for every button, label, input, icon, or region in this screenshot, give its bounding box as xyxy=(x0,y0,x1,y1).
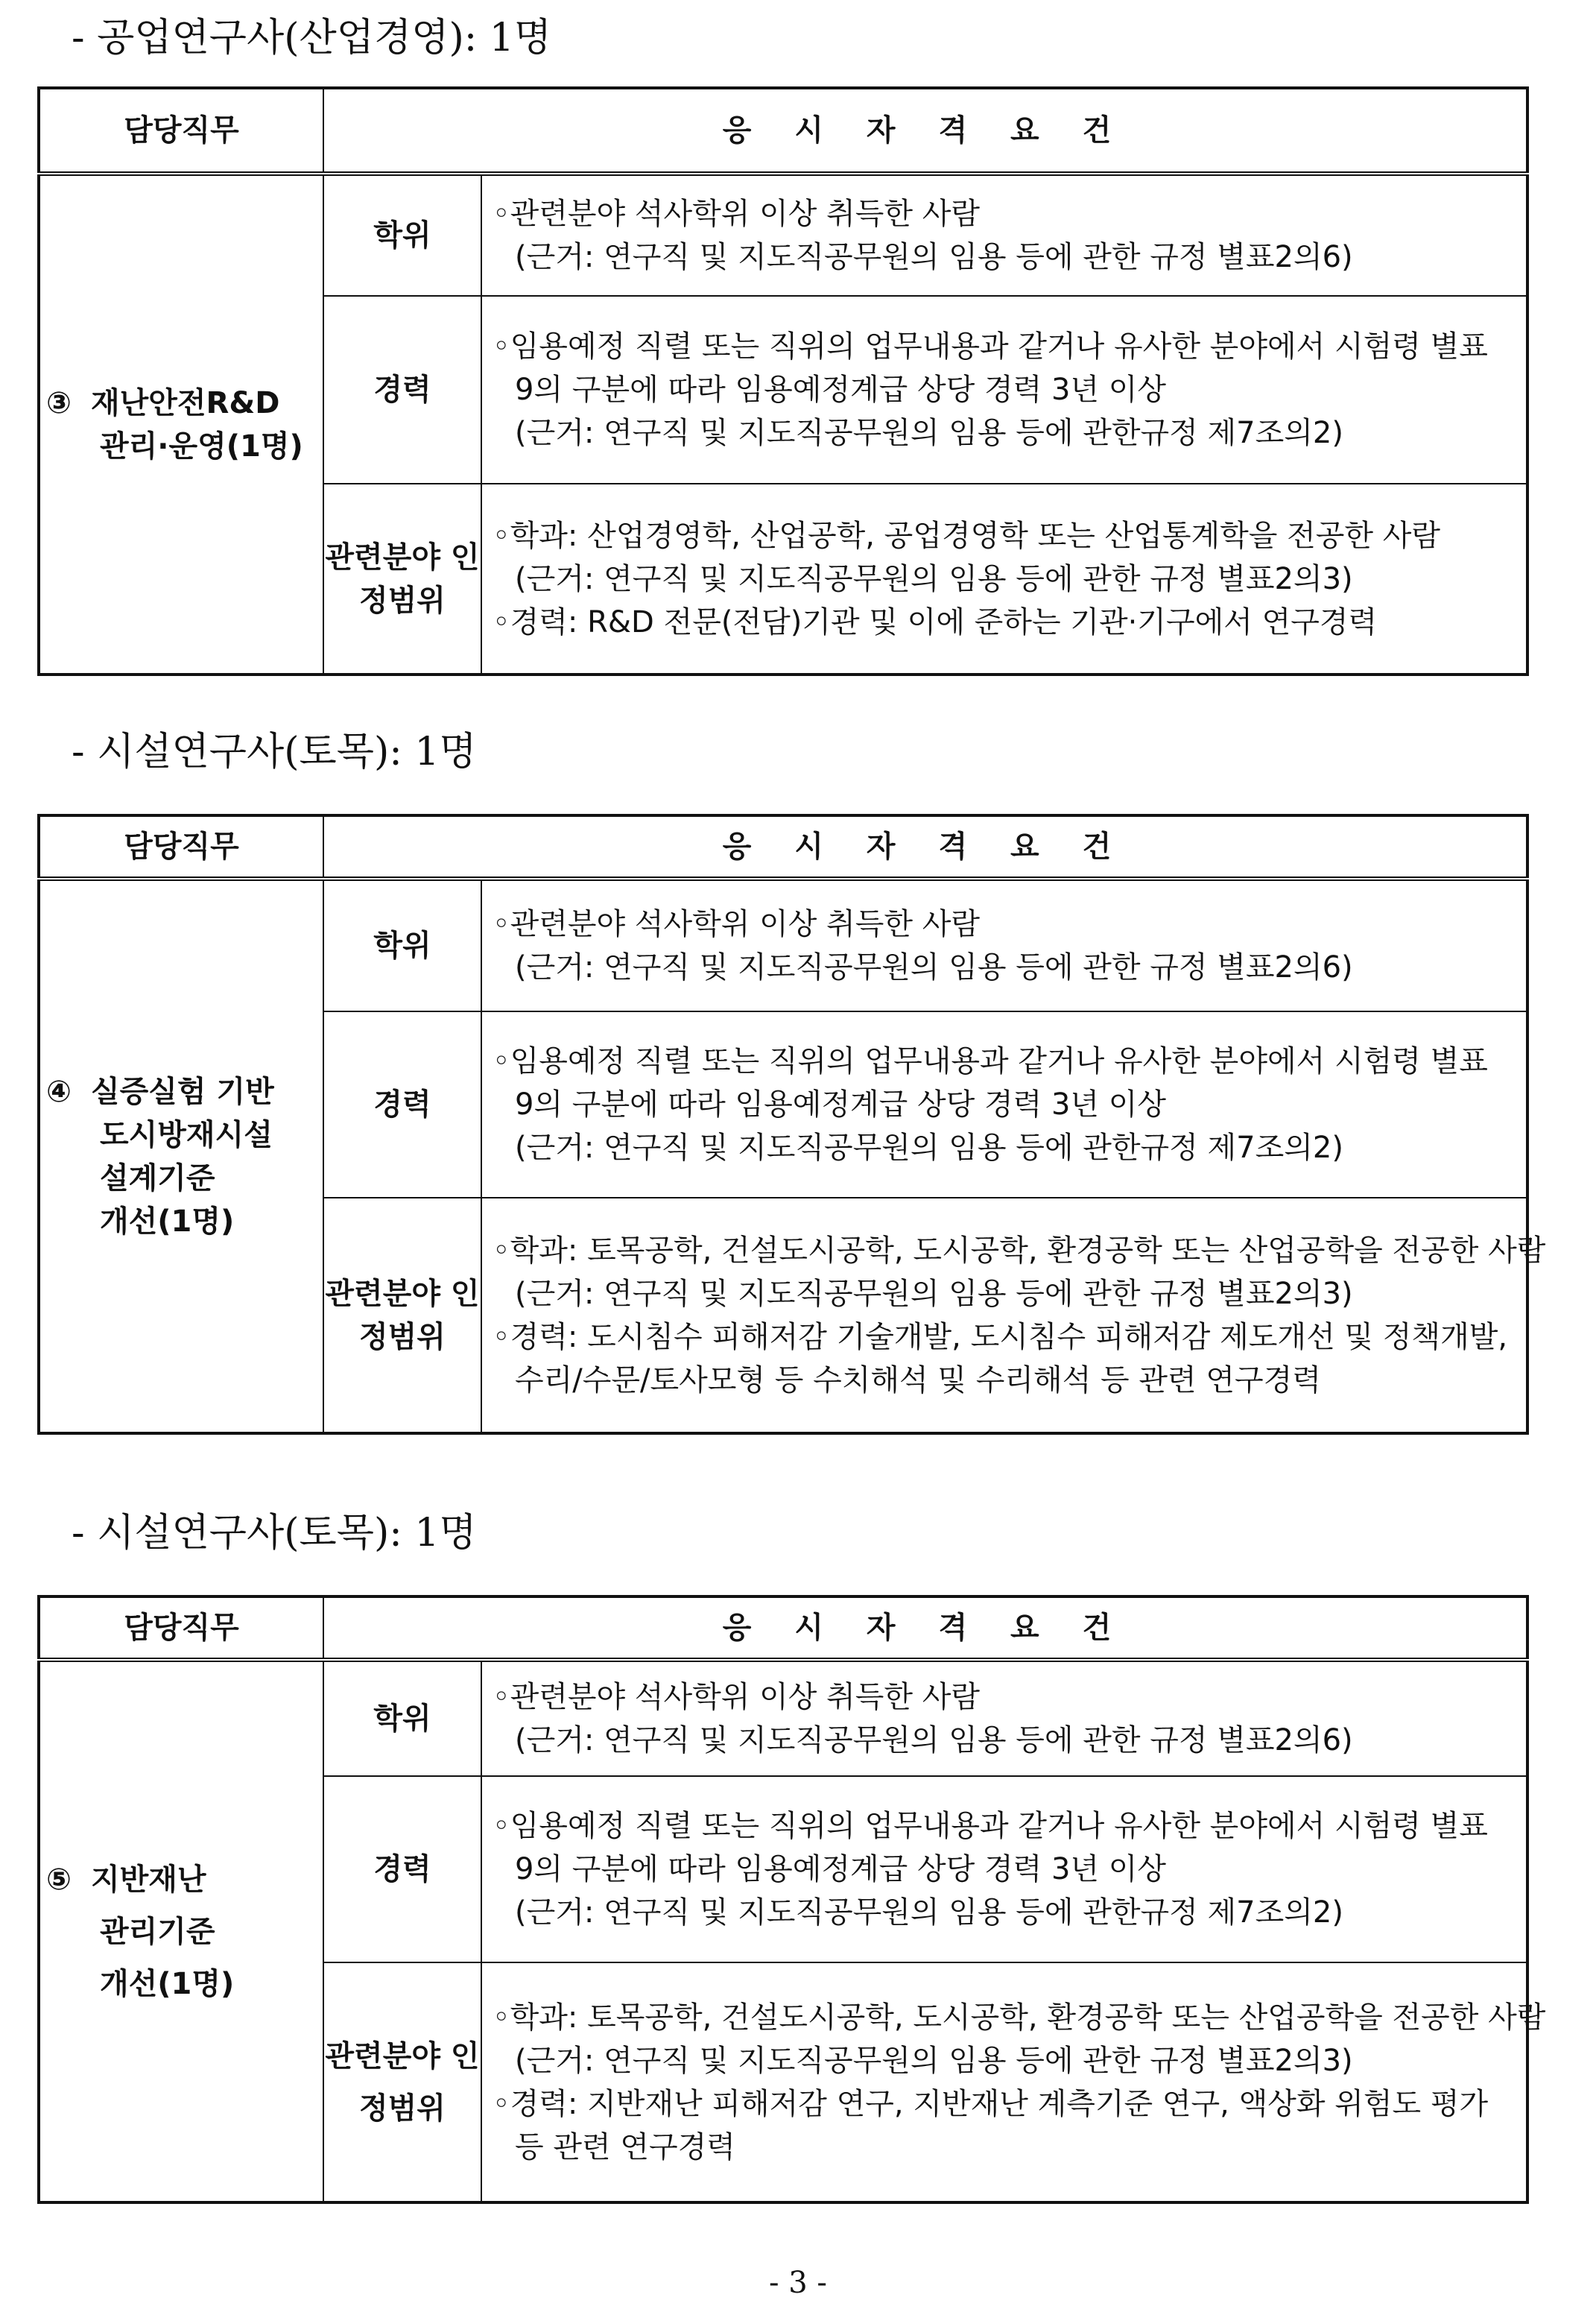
section-title-1: - 공업연구사(산업경영): 1명 xyxy=(72,16,552,60)
table-row xyxy=(39,1660,1527,1776)
requirement-line: ◦관련분야 석사학위 이상 취득한 사람 xyxy=(493,907,981,941)
requirement-content xyxy=(481,484,1527,675)
category-career: 경력 xyxy=(323,1011,481,1198)
requirement-line: ◦임용예정 직렬 또는 직위의 업무내용과 같거나 유사한 분야에서 시험령 별표 xyxy=(493,1809,1488,1843)
section-title-2: - 시설연구사(토목): 1명 xyxy=(72,730,477,774)
job-line: 관리·운영(1명) xyxy=(100,429,303,464)
requirement-content xyxy=(481,1198,1546,1433)
requirements-table-3 xyxy=(37,1595,1546,2204)
requirement-content xyxy=(481,1776,1527,1962)
requirement-line: 9의 구분에 따라 임용예정계급 상당 경력 3년 이상 xyxy=(515,1852,1167,1886)
requirement-line: (근거: 연구직 및 지도직공무원의 임용 등에 관한 규정 별표2의6) xyxy=(515,950,1353,985)
category-field: 관련분야 인정범위 xyxy=(323,1962,481,2202)
requirement-line: ◦학과: 토목공학, 건설도시공학, 도시공학, 환경공학 또는 산업공학을 전공한 사람 xyxy=(493,1233,1546,1268)
requirement-line: ◦학과: 산업경영학, 산업공학, 공업경영학 또는 산업통계학을 전공한 사람 xyxy=(493,518,1441,553)
requirement-line: (근거: 연구직 및 지도직공무원의 임용 등에 관한규정 제7조의2) xyxy=(515,1131,1343,1165)
requirement-line: ◦임용예정 직렬 또는 직위의 업무내용과 같거나 유사한 분야에서 시험령 별표 xyxy=(493,1044,1488,1078)
job-line: 관리기준 xyxy=(100,1914,215,1949)
job-cell xyxy=(39,174,323,675)
requirement-line: ◦경력: 도시침수 피해저감 기술개발, 도시침수 피해저감 제도개선 및 정책개발, xyxy=(493,1319,1508,1354)
job-cell xyxy=(39,1660,323,2202)
table-header-row xyxy=(39,815,1527,879)
table-row xyxy=(39,174,1527,296)
job-line: 지반재난 xyxy=(91,1862,206,1897)
header-job: 담당직무 xyxy=(39,1596,323,1660)
requirement-content xyxy=(481,1660,1527,1776)
table-header-row xyxy=(39,88,1527,174)
job-line: 도시방재시설 xyxy=(100,1117,273,1152)
requirement-line: 9의 구분에 따라 임용예정계급 상당 경력 3년 이상 xyxy=(515,1087,1167,1122)
requirement-content xyxy=(481,879,1527,1011)
category-degree: 학위 xyxy=(323,1660,481,1776)
category-field: 관련분야 인정범위 xyxy=(323,484,481,675)
requirements-table-2 xyxy=(37,814,1546,1435)
job-cell xyxy=(39,879,323,1433)
requirement-line: (근거: 연구직 및 지도직공무원의 임용 등에 관한 규정 별표2의6) xyxy=(515,240,1353,274)
job-line: 실증실험 기반 xyxy=(91,1074,274,1109)
header-job: 담당직무 xyxy=(39,815,323,879)
requirement-line: ◦임용예정 직렬 또는 직위의 업무내용과 같거나 유사한 분야에서 시험령 별표 xyxy=(493,329,1488,364)
requirements-table-1 xyxy=(37,86,1529,676)
requirement-line: (근거: 연구직 및 지도직공무원의 임용 등에 관한 규정 별표2의3) xyxy=(515,561,1353,596)
requirement-line: 등 관련 연구경력 xyxy=(515,2129,735,2164)
table-row xyxy=(39,879,1527,1011)
job-line: 설계기준 xyxy=(100,1160,215,1195)
job-line: 재난안전R&D xyxy=(91,385,280,420)
requirement-line: ◦경력: 지반재난 피해저감 연구, 지반재난 계측기준 연구, 액상화 위험도 평가 xyxy=(493,2086,1489,2121)
requirement-content xyxy=(481,296,1527,484)
requirement-line: ◦경력: R&D 전문(전담)기관 및 이에 준하는 기관·기구에서 연구경력 xyxy=(493,604,1378,639)
job-number: ③ xyxy=(46,385,72,420)
requirement-line: (근거: 연구직 및 지도직공무원의 임용 등에 관한규정 제7조의2) xyxy=(515,1895,1343,1930)
header-job: 담당직무 xyxy=(39,88,323,174)
requirement-line: 9의 구분에 따라 임용예정계급 상당 경력 3년 이상 xyxy=(515,373,1167,407)
requirement-line: (근거: 연구직 및 지도직공무원의 임용 등에 관한 규정 별표2의6) xyxy=(515,1723,1353,1757)
category-career: 경력 xyxy=(323,296,481,484)
requirement-line: (근거: 연구직 및 지도직공무원의 임용 등에 관한규정 제7조의2) xyxy=(515,416,1343,450)
requirement-line: ◦관련분야 석사학위 이상 취득한 사람 xyxy=(493,1680,981,1714)
job-line: 개선(1명) xyxy=(100,1966,235,2001)
category-degree: 학위 xyxy=(323,174,481,296)
requirement-line: (근거: 연구직 및 지도직공무원의 임용 등에 관한 규정 별표2의3) xyxy=(515,1276,1353,1311)
header-requirements: 응 시 자 격 요 건 xyxy=(323,815,1527,879)
requirement-line: ◦관련분야 석사학위 이상 취득한 사람 xyxy=(493,197,981,231)
job-number: ⑤ xyxy=(46,1862,72,1897)
header-requirements: 응 시 자 격 요 건 xyxy=(323,1596,1527,1660)
job-line: 개선(1명) xyxy=(100,1204,235,1239)
requirement-line: (근거: 연구직 및 지도직공무원의 임용 등에 관한 규정 별표2의3) xyxy=(515,2043,1353,2078)
requirement-line: 수리/수문/토사모형 등 수치해석 및 수리해석 등 관련 연구경력 xyxy=(515,1362,1321,1397)
category-degree: 학위 xyxy=(323,879,481,1011)
job-number: ④ xyxy=(46,1074,72,1109)
header-requirements: 응 시 자 격 요 건 xyxy=(323,88,1527,174)
table-header-row xyxy=(39,1596,1527,1660)
category-field: 관련분야 인정범위 xyxy=(323,1198,481,1433)
category-career: 경력 xyxy=(323,1776,481,1962)
requirement-content xyxy=(481,1011,1527,1198)
requirement-line: ◦학과: 토목공학, 건설도시공학, 도시공학, 환경공학 또는 산업공학을 전공한 사람 xyxy=(493,2000,1546,2035)
section-title-3: - 시설연구사(토목): 1명 xyxy=(72,1511,477,1555)
page-number: - 3 - xyxy=(769,2266,827,2300)
requirement-content xyxy=(481,174,1527,296)
requirement-content xyxy=(481,1962,1546,2202)
